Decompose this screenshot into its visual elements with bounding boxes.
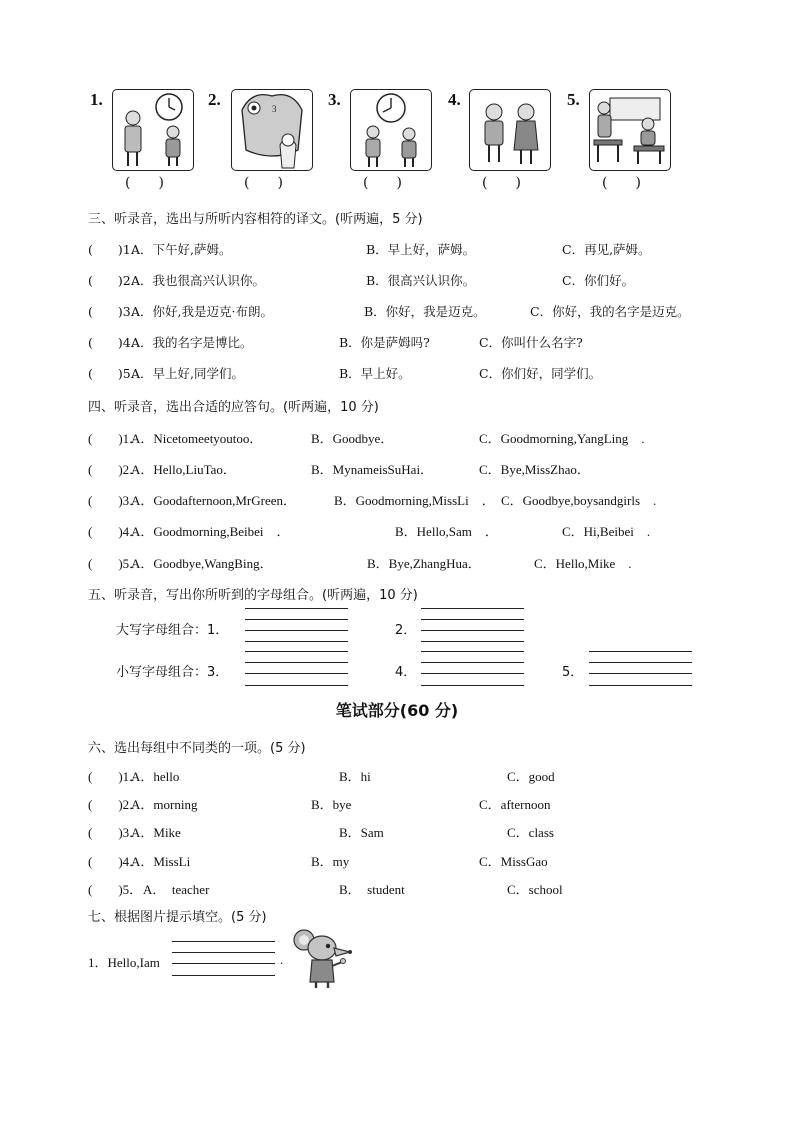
- picture-number-2: 2.: [208, 90, 221, 109]
- question-1-suffix: .: [280, 952, 284, 967]
- option-b[interactable]: B．你好，我是迈克。: [364, 304, 486, 319]
- answer-paren-3[interactable]: ( ): [363, 175, 402, 191]
- lowercase-label: 小写字母组合：3．: [116, 665, 229, 680]
- answer-blank[interactable]: ( )2．: [88, 273, 144, 288]
- option-a[interactable]: A．Nicetomeetyoutoo．: [131, 431, 263, 446]
- option-b[interactable]: B．Hello,Sam ．: [395, 524, 498, 539]
- section-7-title: 七、根据图片提示填空。(5 分): [88, 910, 267, 925]
- question-1-prefix: 1．Hello,Iam: [88, 955, 160, 970]
- option-c[interactable]: C．你好，我的名字是迈克。: [530, 304, 690, 319]
- option-c[interactable]: C．你们好。: [562, 273, 635, 288]
- option-a[interactable]: A．我的名字是博比。: [131, 335, 253, 350]
- section-6-title: 六、选出每组中不同类的一项。(5 分): [88, 741, 306, 756]
- option-c[interactable]: C．Hi,Beibei .: [562, 524, 651, 539]
- option-b[interactable]: B．Sam: [339, 825, 384, 840]
- option-b[interactable]: B．MynameisSuHai．: [311, 462, 434, 477]
- answer-blank[interactable]: ( )1．: [88, 242, 144, 257]
- picture-4: [469, 89, 551, 171]
- lowercase-label-5: 5．: [562, 665, 584, 680]
- answer-blank[interactable]: ( )3．: [88, 304, 144, 319]
- option-a[interactable]: A．MissLi: [131, 854, 191, 869]
- mouse-icon: [290, 926, 354, 990]
- option-c[interactable]: C．再见,萨姆。: [562, 242, 651, 257]
- option-b[interactable]: B．Bye,ZhangHua．: [367, 556, 481, 571]
- uppercase-label-2: 2．: [395, 623, 417, 638]
- option-b[interactable]: B．早上好。: [339, 366, 411, 381]
- cartoon-animals-illustration-icon: [232, 90, 312, 170]
- answer-blank[interactable]: ( )4．: [88, 854, 143, 869]
- section-3-title: 三、听录音，选出与所听内容相符的译文。(听两遍，5 分): [88, 212, 423, 227]
- option-c[interactable]: C．Bye,MissZhao．: [479, 462, 590, 477]
- picture-number-5: 5.: [567, 90, 580, 109]
- answer-paren-4[interactable]: ( ): [482, 175, 521, 191]
- svg-text:3: 3: [272, 104, 277, 114]
- clock-and-children-illustration-icon: [351, 90, 431, 170]
- option-c[interactable]: C．Goodmorning,YangLing .: [479, 431, 645, 446]
- answer-paren-2[interactable]: ( ): [244, 175, 283, 191]
- answer-blank[interactable]: ( )3．: [88, 493, 143, 508]
- option-a[interactable]: A．Hello,LiuTao．: [131, 462, 236, 477]
- option-c[interactable]: C．Hello,Mike .: [534, 556, 632, 571]
- answer-blank[interactable]: ( )5．: [88, 366, 144, 381]
- option-c[interactable]: C．MissGao: [479, 854, 548, 869]
- option-c[interactable]: C．afternoon: [479, 797, 551, 812]
- option-a[interactable]: A．Goodbye,WangBing．: [131, 556, 273, 571]
- answer-blank[interactable]: ( )4．: [88, 524, 143, 539]
- picture-number-4: 4.: [448, 90, 461, 109]
- option-b[interactable]: B．Goodbye．: [311, 431, 394, 446]
- answer-blank[interactable]: ( )2．: [88, 462, 143, 477]
- option-c[interactable]: C．class: [507, 825, 554, 840]
- option-a[interactable]: A．Goodafternoon,MrGreen．: [131, 493, 296, 508]
- option-a[interactable]: A．Mike: [131, 825, 181, 840]
- option-a[interactable]: A．你好,我是迈克·布朗。: [131, 304, 273, 319]
- picture-number-1: 1.: [90, 90, 103, 109]
- option-a[interactable]: A．我也很高兴认识你。: [131, 273, 266, 288]
- answer-paren-1[interactable]: ( ): [125, 175, 164, 191]
- option-a[interactable]: A．下午好,萨姆。: [131, 242, 232, 257]
- answer-blank[interactable]: ( )5．: [88, 556, 143, 571]
- option-a[interactable]: A．Goodmorning,Beibei ．: [131, 524, 290, 539]
- classroom-illustration-icon: [590, 90, 670, 170]
- option-c[interactable]: C．你叫什么名字?: [479, 335, 583, 350]
- uppercase-label: 大写字母组合：1．: [116, 623, 229, 638]
- option-a[interactable]: A．hello: [131, 769, 180, 784]
- option-b[interactable]: B．hi: [339, 769, 371, 784]
- lowercase-label-4: 4．: [395, 665, 417, 680]
- written-part-title: 笔试部分(60 分): [335, 701, 459, 720]
- picture-1: [112, 89, 194, 171]
- section-5-title: 五、听录音，写出你所听到的字母组合。(听两遍，10 分): [88, 588, 418, 603]
- option-b[interactable]: B．你是萨姆吗?: [339, 335, 430, 350]
- option-b[interactable]: B．Goodmorning,MissLi ．: [334, 493, 495, 508]
- option-a[interactable]: A． teacher: [143, 882, 210, 897]
- option-c[interactable]: C．Goodbye,boysandgirls .: [501, 493, 657, 508]
- picture-5: [589, 89, 671, 171]
- picture-3: [350, 89, 432, 171]
- option-c[interactable]: C．你们好，同学们。: [479, 366, 602, 381]
- option-a[interactable]: A．早上好,同学们。: [131, 366, 245, 381]
- option-b[interactable]: B．很高兴认识你。: [366, 273, 476, 288]
- two-children-illustration-icon: [470, 90, 550, 170]
- mouse-illustration: [290, 926, 354, 990]
- option-b[interactable]: B．bye: [311, 797, 352, 812]
- option-c[interactable]: C．good: [507, 769, 555, 784]
- answer-blank[interactable]: ( )4．: [88, 335, 144, 350]
- answer-blank[interactable]: ( )2．: [88, 797, 143, 812]
- answer-blank[interactable]: ( )3．: [88, 825, 143, 840]
- section-4-title: 四、听录音，选出合适的应答句。(听两遍，10 分): [88, 400, 379, 415]
- option-c[interactable]: C．school: [507, 882, 563, 897]
- option-b[interactable]: B． student: [339, 882, 405, 897]
- answer-blank[interactable]: ( )1．: [88, 431, 143, 446]
- picture-number-3: 3.: [328, 90, 341, 109]
- answer-blank[interactable]: ( )5．: [88, 882, 143, 897]
- option-a[interactable]: A．morning: [131, 797, 198, 812]
- greeting-clock-illustration-icon: [113, 90, 193, 170]
- picture-2: [231, 89, 313, 171]
- answer-blank[interactable]: ( )1．: [88, 769, 143, 784]
- option-b[interactable]: B．早上好，萨姆。: [366, 242, 476, 257]
- option-b[interactable]: B．my: [311, 854, 350, 869]
- answer-paren-5[interactable]: ( ): [602, 175, 641, 191]
